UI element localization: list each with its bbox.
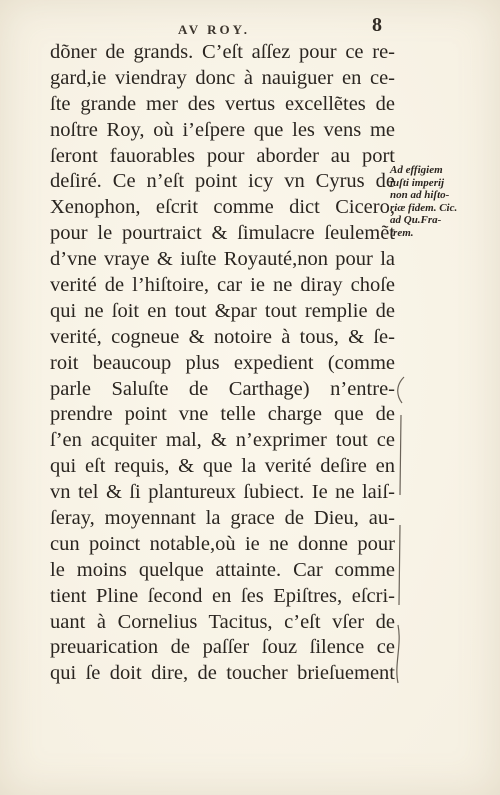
text-line: d’vne vraye & iuſte Royauté,non pour la	[50, 248, 395, 271]
text-line: tient Pline ſecond en ſes Epiſtres, eſcri-	[50, 584, 395, 607]
text-line: pour le pourtraict & ſimulacre ſeulemẽt	[50, 222, 395, 245]
text-line: Xenophon, eſcrit comme dict Cicero,	[50, 196, 395, 219]
text-line: verité, cogneue & notoire à tous, & ſe-	[50, 325, 395, 348]
body-text	[50, 40, 395, 687]
text-line: gard,ie viendray donc à nauiguer en ce-	[50, 66, 395, 89]
text-line: cun poinct notable,où ie ne donne pour	[50, 532, 395, 555]
text-line: preuarication de paſſer ſouz ſilence ce	[50, 636, 395, 659]
text-line: qui eſt requis, & que la verité deſire en	[50, 455, 395, 478]
text-line: ſte grande mer des vertus excellẽtes de	[50, 92, 395, 115]
text-line: deſiré. Ce n’eſt point icy vn Cyrus de	[50, 170, 395, 193]
marginal-note-line: non ad hiſto-	[390, 189, 450, 201]
text-line: ſeront fauorables pour aborder au port	[50, 144, 395, 167]
marginal-note-line: riæ fidem. Cic.	[390, 201, 458, 214]
marginal-note-line: Ad effigiem	[390, 164, 443, 176]
text-line: parle Saluſte de Carthage) n’entre-	[50, 377, 395, 400]
marginal-note	[390, 164, 490, 239]
text-line: ſeray, moyennant la grace de Dieu, au-	[50, 507, 395, 530]
text-line: qui ne ſoit en tout &par tout remplie de	[50, 299, 395, 322]
page-number: 8	[372, 14, 382, 36]
running-head: AV ROY.	[178, 22, 251, 37]
marginal-note-line: ad Qu.Fra-	[390, 214, 442, 226]
text-line: ſ’en acquiter mal, & n’exprimer tout ce	[50, 429, 395, 452]
text-line: prendre point vne telle charge que de	[50, 403, 395, 426]
text-line: uant à Cornelius Tacitus, c’eſt vſer de	[50, 610, 395, 633]
text-line: verité de l’hiſtoire, car ie ne diray choſe	[50, 274, 395, 297]
text-line: qui ſe doit dire, de toucher brieſuement	[50, 662, 395, 685]
marginal-note-line: trem.	[390, 226, 414, 239]
text-line: noſtre Roy, où i’eſpere que les vens me	[50, 118, 395, 141]
text-line: roit beaucoup plus expedient (comme	[50, 351, 395, 374]
marginal-note-line: iuſti imperij	[390, 176, 445, 189]
text-line: dõner de grands. C’eſt aſſez pour ce re-	[50, 41, 395, 63]
manuscript-bracket-mark	[392, 375, 406, 685]
text-line: vn tel & ſi plantureux ſubiect. Ie ne laiſ-	[50, 481, 395, 504]
text-line: le moins quelque attainte. Car comme	[50, 558, 395, 581]
